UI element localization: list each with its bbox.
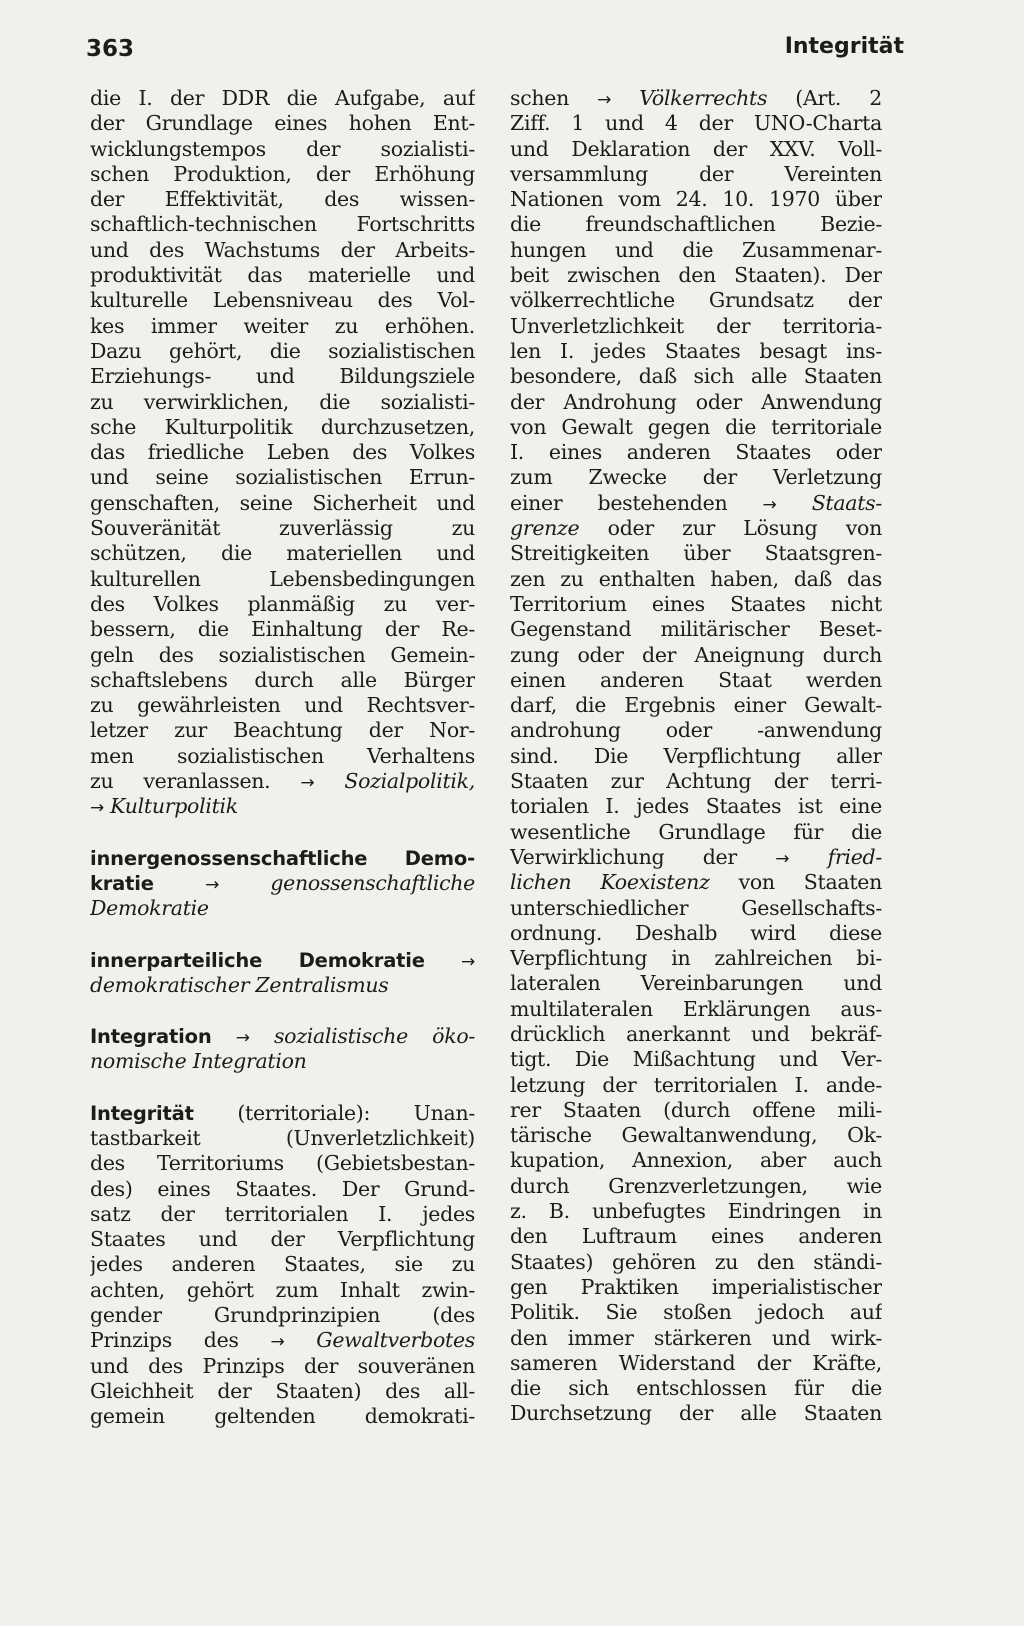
text-line: Dazu gehört, die sozialistischen [90,338,475,363]
text-line: des Territoriums (Gebietsbestan- [90,1151,475,1176]
text-line: die I. der DDR die Aufgabe, auf [90,86,475,110]
entry-integration [90,1024,475,1049]
text-line: und des Prinzips der souveränen [90,1353,475,1378]
text-line: darf, die Ergebnis einer Gewalt- [510,693,882,718]
cross-reference-link[interactable]: fried- [827,844,882,869]
text-line: kes immer weiter zu erhöhen. [90,313,475,338]
text-line: Staates und der Verpflichtung [90,1227,475,1252]
cross-reference-arrow-icon: → [762,494,777,515]
text-line: von Gewalt gegen die territoriale [510,414,882,439]
right-column [510,86,882,1427]
text-line: schen Produktion, der Erhöhung [90,161,475,186]
text-line: Politik. Sie stoßen jedoch auf [510,1300,882,1325]
cross-reference-arrow-icon: → [90,798,104,819]
text-line: z. B. unbefugtes Eindringen in [510,1199,882,1224]
entry-headword: innergenossenschaftliche Demo- [90,846,475,870]
text-line: zu gewährleisten und Rechtsver- [90,693,475,718]
cross-reference-link[interactable]: sozialistische öko- [273,1024,475,1049]
text-line: Durchsetzung der alle Staaten [510,1401,882,1426]
text-line: wesentliche Grundlage für die [510,819,882,844]
text-line: beit zwischen den Staaten). Der [510,263,882,288]
text-line: zu veranlassen. → Sozialpolitik, [90,769,475,794]
text-line [90,973,475,998]
text-line: völkerrechtliche Grundsatz der [510,288,882,313]
text-line: Unverletzlichkeit der territoria- [510,313,882,338]
text-line: die sich entschlossen für die [510,1376,882,1401]
text-line: Territorium eines Staates nicht [510,591,882,616]
entry-body [90,1126,475,1328]
page-number: 363 [86,36,135,62]
text-line [90,1049,475,1074]
text-line [90,871,475,896]
text-line: unterschiedlicher Gesellschafts- [510,895,882,920]
text-line: lichen Koexistenz von Staaten [510,870,882,895]
entry-headword: Integration [90,1025,212,1049]
text-line: den Luftraum eines anderen [510,1224,882,1249]
right-column-body [510,896,882,1427]
text-line: jedes anderen Staates, sie zu [90,1252,475,1277]
text-line: produktivität das materielle und [90,263,475,288]
text-line: schen → Völkerrechts (Art. 2 [510,86,882,110]
text-line: androhung oder -anwendung [510,718,882,743]
text-line: kupation, Annexion, aber auch [510,1148,882,1173]
text-line: gemein geltenden demokrati- [90,1404,475,1429]
entry-headword: kratie [90,871,154,895]
text-line: tastbarkeit (Unverletzlichkeit) [90,1125,475,1150]
text-line: wicklungstempos der sozialisti- [90,136,475,161]
text-line: bessern, die Einhaltung der Re- [90,617,475,642]
text-line: satz der territorialen I. jedes [90,1201,475,1226]
text-line: und Deklaration der XXV. Voll- [510,136,882,161]
text-line: zen zu enthalten haben, daß das [510,566,882,591]
text-line: und des Wachstums der Arbeits- [90,237,475,262]
text-line: durch Grenzverletzungen, wie [510,1173,882,1198]
cross-reference-link[interactable]: Gewaltverbotes [316,1328,475,1353]
cross-reference-arrow-icon: → [270,1332,285,1353]
text-line: die freundschaftlichen Bezie- [510,212,882,237]
text-line: sche Kulturpolitik durchzusetzen, [90,414,475,439]
text-line: zum Zwecke der Verletzung [510,465,882,490]
text-line: schützen, die materiellen und [90,541,475,566]
entry-headword: innerparteiliche Demokratie [90,948,425,972]
text-line: Verwirklichung der → fried- [510,844,882,869]
text-line: des) eines Staates. Der Grund- [90,1176,475,1201]
text-line: einen anderen Staat werden [510,667,882,692]
text-line: den immer stärkeren und wirk- [510,1325,882,1350]
cross-reference-arrow-icon: → [235,1028,250,1049]
cross-reference-link[interactable]: nomische Integration [90,1049,307,1074]
text-line: sind. Die Verpflichtung aller [510,743,882,768]
left-column-body [90,86,475,769]
text-line: len I. jedes Staates besagt ins- [510,338,882,363]
text-line: einer bestehenden → Staats- [510,490,882,515]
text-line: kulturellen Lebensbedingungen [90,566,475,591]
text-line: achten, gehört zum Inhalt zwin- [90,1277,475,1302]
text-line: versammlung der Vereinten [510,161,882,186]
text-line: grenze oder zur Lösung von [510,516,882,541]
text-line: gen Praktiken imperialistischer [510,1274,882,1299]
text-line: lateralen Vereinbarungen und [510,971,882,996]
cross-reference-arrow-icon: → [597,90,612,110]
cross-reference-arrow-icon: → [205,874,220,895]
cross-reference-link[interactable]: Demokratie [90,896,209,921]
text-line: der Grundlage eines hohen Ent- [90,111,475,136]
cross-reference-link[interactable]: Sozialpolitik, [344,769,475,794]
cross-reference-link[interactable]: lichen Koexistenz [510,870,710,895]
running-head: Integrität [784,34,904,59]
text-line: Verpflichtung in zahlreichen bi- [510,946,882,971]
right-column-body [510,111,882,490]
text-line: zu verwirklichen, die sozialisti- [90,389,475,414]
text-line: Gleichheit der Staaten) des all- [90,1378,475,1403]
text-line [90,896,475,921]
text-line: letzer zur Beachtung der Nor- [90,718,475,743]
text-line: Streitigkeiten über Staatsgren- [510,541,882,566]
text-line: letzung der territorialen I. ande- [510,1072,882,1097]
text-line: tigt. Die Mißachtung und Ver- [510,1047,882,1072]
cross-reference-link[interactable]: genossenschaftliche [270,870,475,895]
text-line: rer Staaten (durch offene mili- [510,1097,882,1122]
text-line: torialen I. jedes Staates ist eine [510,794,882,819]
cross-reference-link[interactable]: grenze [510,516,580,541]
text-line: geln des sozialistischen Gemein- [90,642,475,667]
text-line [90,794,475,819]
text-line: schaftlich-technischen Fortschritts [90,212,475,237]
text-line: kulturelle Lebensniveau des Vol- [90,288,475,313]
cross-reference-link[interactable]: Völkerrechts [639,86,768,110]
text-line: Nationen vom 24. 10. 1970 über [510,187,882,212]
text-line: der Androhung oder Anwendung [510,389,882,414]
cross-reference-arrow-icon: → [300,773,315,794]
text-line: genschaften, seine Sicherheit und [90,490,475,515]
text-line: hungen und die Zusammenar- [510,237,882,262]
entry-integritaet: Integrität (territoriale): Unan- [90,1100,475,1125]
cross-reference-link[interactable]: Kulturpolitik [110,794,238,819]
text-line: tärische Gewaltanwendung, Ok- [510,1123,882,1148]
text-line: sameren Widerstand der Kräfte, [510,1350,882,1375]
entry-body [90,1354,475,1430]
text-line: Staaten zur Achtung der terri- [510,769,882,794]
text-line: des Volkes planmäßig zu ver- [90,591,475,616]
text-line: ordnung. Deshalb wird diese [510,920,882,945]
cross-reference-link[interactable]: demokratischer Zentralismus [90,972,389,997]
text-line: men sozialistischen Verhaltens [90,743,475,768]
left-column [90,86,475,1430]
text-line: Prinzips des → Gewaltverbotes [90,1328,475,1353]
text-line: Ziff. 1 und 4 der UNO-Charta [510,111,882,136]
text-line: drücklich anerkannt und bekräf- [510,1021,882,1046]
right-column-body [510,541,882,845]
text-line: und seine sozialistischen Errun- [90,465,475,490]
cross-reference-arrow-icon: → [461,951,475,972]
text-line: Staates) gehören zu den ständi- [510,1249,882,1274]
cross-reference-arrow-icon: → [775,848,790,869]
entry-headword: Integrität [90,1101,194,1125]
cross-reference-link[interactable]: Staats- [811,490,882,515]
text-line: Souveränität zuverlässig zu [90,516,475,541]
text-line: I. eines anderen Staates oder [510,440,882,465]
text-line: gender Grundprinzipien (des [90,1303,475,1328]
text-line: Erziehungs- und Bildungsziele [90,364,475,389]
text-line: schaftslebens durch alle Bürger [90,667,475,692]
entry-innerparteiliche-demokratie [90,948,475,973]
text-line: das friedliche Leben des Volkes [90,440,475,465]
text-line: der Effektivität, des wissen- [90,187,475,212]
entry-innergenossenschaftliche-demokratie [90,846,475,871]
text-line: multilateralen Erklärungen aus- [510,996,882,1021]
text-line: zung oder der Aneignung durch [510,642,882,667]
text-line: Gegenstand militärischer Beset- [510,617,882,642]
text-line: besondere, daß sich alle Staaten [510,364,882,389]
